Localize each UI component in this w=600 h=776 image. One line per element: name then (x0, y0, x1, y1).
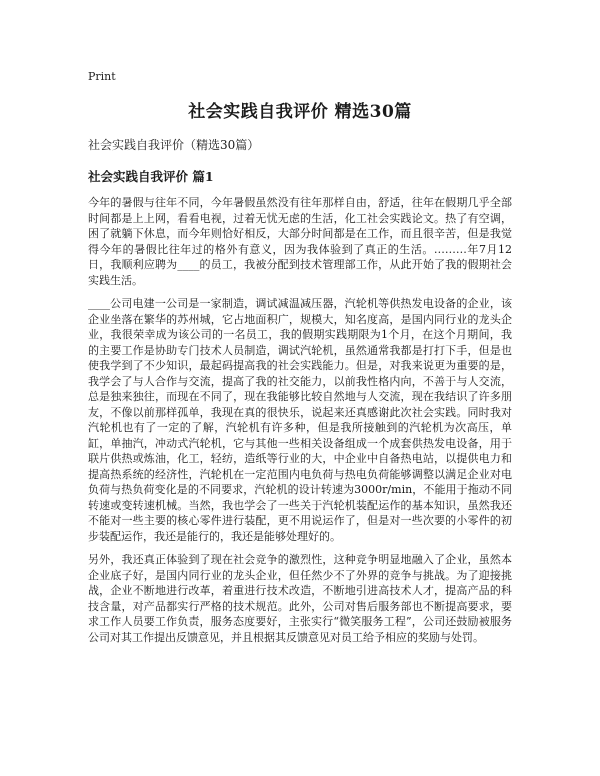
paragraph: 另外，我还真正体验到了现在社会竞争的激烈性，这种竞争明显地融入了企业，虽然本企业底子好，是国内同行业的龙头企业，但任然少不了外界的竞争与挑战。为了迎接挑战，企业不断地进行改革，着重进行技术改造，不断地引进高技术人才，提高产品的科技含量，对产品都实行严格的技术规范。此外，公司对售后服务部也不断提高要求，要求工作人员要工作负责，服务态度要好，主张实行“微笑服务工程”，公司还鼓励被服务公司对其工作提出反馈意见，并且根据其反馈意见对员工给予相应的奖励与处罚。 (88, 553, 512, 644)
section-heading: 社会实践自我评价 篇1 (88, 169, 214, 184)
print-link[interactable]: Print (88, 70, 116, 83)
paragraph: ____公司电建一公司是一家制造，调试减温减压器，汽轮机等供热发电设备的企业，该企业坐落在繁华的苏州城，它占地面积广，规模大，知名度高，是国内同行业的龙头企业，我很荣幸成为该公司的一名员工，我的假期实践期限为1个月，在这个月期间，我的主要工作是协助专门技术人员制造，调试汽轮机，虽然通常我都是打打下手，但是也使我学到了不少知识，最起码提高我的社会实践能力。但是，对我来说更为重要的是，我学会了与人合作与交流，提高了我的社交能力，以前我性格内向，不善于与人交流，总是独来独往，而现在不同了，现在我能够比较自然地与人交流，现在我结识了许多朋友，不像以前那样孤单，我现在真的很快乐，说起来还真感谢此次社会实践。同时我对汽轮机也有了一定的了解，汽轮机有许多种，但是我所接触到的汽轮机为次高压，单缸，单抽汽，冲动式汽轮机，它与其他一些相关设备组成一个成套供热发电设备，用于联片供热或炼油，化工，轻纺，造纸等行业的大，中企业中自备热电站，以提供电力和提高热系统的经济性，汽轮机在一定范围内电负荷与热电负荷能够调整以满足企业对电负荷与热负荷变化是的不同要求，汽轮机的设计转速为3000r/min，不能用于拖动不同转速或变转速机械。当然，我也学会了一些关于汽轮机装配运作的基本知识，虽然我还不能对一些主要的核心零件进行装配，更不用说运作了，但是对一些次要的小零件的初步装配运作，我还是能行的，我还是能够处理好的。 (88, 297, 512, 543)
page-title: 社会实践自我评价 精选30篇 (188, 102, 412, 122)
paragraph: 今年的暑假与往年不同，今年暑假虽然没有往年那样自由，舒适，往年在假期几乎全部时间都是上上网，看看电视，过着无忧无虑的生活，化工社会实践论文。热了有空调，困了就躺下休息，而今年则恰好相反，大部分时间都是在工作，而且很辛苦，但是我觉得今年的暑假比往年过的格外有意义，因为我体验到了真正的生活。………年7月12日，我顺利应聘为____的员工，我被分配到技术管理部工作，从此开始了我的假期社会实践生活。 (88, 196, 512, 287)
document-subtitle: 社会实践自我评价（精选30篇） (88, 138, 260, 152)
document-page (88, 70, 512, 653)
